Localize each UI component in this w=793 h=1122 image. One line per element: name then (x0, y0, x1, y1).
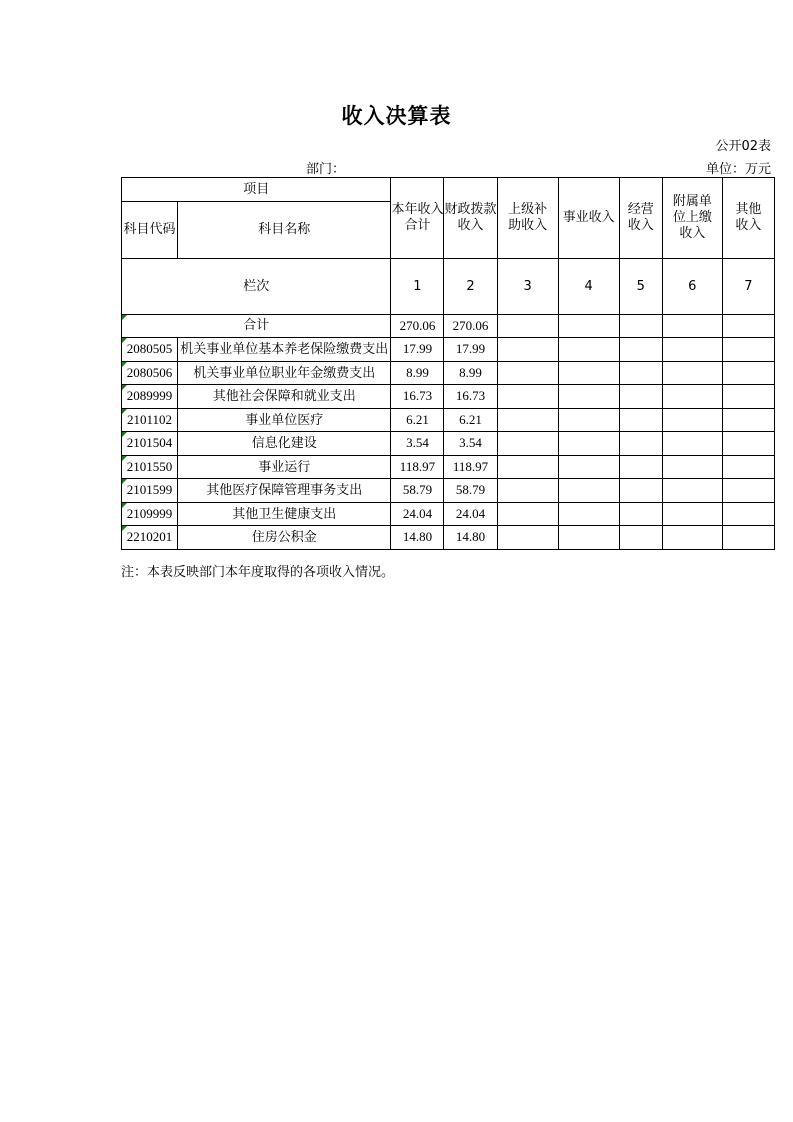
subject-code-cell: 2101504 (122, 432, 178, 456)
empty-cell (558, 526, 619, 550)
subject-code-cell: 2101102 (122, 408, 178, 432)
header-affiliated-income: 附属单位上缴收入 (662, 178, 722, 259)
empty-cell (497, 526, 558, 550)
department-label: 部门： (306, 162, 346, 177)
empty-cell (722, 526, 774, 550)
empty-cell (662, 338, 722, 362)
fiscal-income-cell: 8.99 (444, 361, 497, 385)
column-number: 1 (391, 259, 444, 315)
empty-cell (662, 479, 722, 503)
empty-cell (497, 338, 558, 362)
empty-cell (619, 526, 662, 550)
fiscal-income-cell: 24.04 (444, 502, 497, 526)
empty-cell (619, 338, 662, 362)
empty-cell (558, 502, 619, 526)
total-income-value: 270.06 (391, 315, 444, 338)
empty-cell (619, 455, 662, 479)
subject-name-cell: 其他医疗保障管理事务支出 (178, 479, 391, 503)
empty-cell (662, 315, 722, 338)
total-income-cell: 6.21 (391, 408, 444, 432)
fiscal-income-cell: 14.80 (444, 526, 497, 550)
fiscal-income-cell: 58.79 (444, 479, 497, 503)
empty-cell (662, 408, 722, 432)
empty-cell (722, 408, 774, 432)
header-business-income: 事业收入 (558, 178, 619, 259)
income-report-table (121, 177, 775, 550)
fiscal-income-cell: 3.54 (444, 432, 497, 456)
table-row (122, 502, 775, 526)
header-subject-name: 科目名称 (178, 202, 391, 259)
header-fiscal-income: 财政拨款收入 (444, 178, 497, 259)
empty-cell (558, 361, 619, 385)
empty-cell (497, 361, 558, 385)
row-index-label: 栏次 (122, 259, 391, 315)
fiscal-income-cell: 17.99 (444, 338, 497, 362)
subject-name-cell: 机关事业单位基本养老保险缴费支出 (178, 338, 391, 362)
total-income-cell: 16.73 (391, 385, 444, 409)
empty-cell (722, 315, 774, 338)
empty-cell (497, 502, 558, 526)
table-row (122, 385, 775, 409)
total-income-cell: 118.97 (391, 455, 444, 479)
empty-cell (558, 315, 619, 338)
table-row (122, 432, 775, 456)
total-income-cell: 58.79 (391, 479, 444, 503)
empty-cell (558, 408, 619, 432)
subject-code-cell: 2089999 (122, 385, 178, 409)
empty-cell (619, 502, 662, 526)
empty-cell (722, 432, 774, 456)
empty-cell (558, 432, 619, 456)
empty-cell (558, 338, 619, 362)
empty-cell (662, 502, 722, 526)
total-income-cell: 17.99 (391, 338, 444, 362)
total-row (122, 315, 775, 338)
empty-cell (619, 361, 662, 385)
footnote: 注：本表反映部门本年度取得的各项收入情况。 (121, 564, 395, 579)
empty-cell (497, 432, 558, 456)
header-other-income: 其他收入 (722, 178, 774, 259)
subject-code-cell: 2080505 (122, 338, 178, 362)
total-income-cell: 14.80 (391, 526, 444, 550)
column-number: 3 (497, 259, 558, 315)
subject-name-cell: 信息化建设 (178, 432, 391, 456)
empty-cell (497, 479, 558, 503)
empty-cell (722, 361, 774, 385)
column-number: 5 (619, 259, 662, 315)
empty-cell (662, 455, 722, 479)
empty-cell (558, 455, 619, 479)
subject-code-cell: 2101599 (122, 479, 178, 503)
subject-name-cell: 其他社会保障和就业支出 (178, 385, 391, 409)
header-item: 项目 (122, 178, 391, 202)
empty-cell (558, 385, 619, 409)
subject-name-cell: 机关事业单位职业年金缴费支出 (178, 361, 391, 385)
page-title: 收入决算表 (341, 104, 452, 128)
unit-label: 单位：万元 (705, 162, 771, 177)
empty-cell (722, 385, 774, 409)
fiscal-income-cell: 16.73 (444, 385, 497, 409)
empty-cell (619, 432, 662, 456)
empty-cell (497, 408, 558, 432)
total-fiscal-value: 270.06 (444, 315, 497, 338)
header-subject-code: 科目代码 (122, 202, 178, 259)
table-row (122, 455, 775, 479)
total-income-cell: 3.54 (391, 432, 444, 456)
empty-cell (722, 502, 774, 526)
subject-name-cell: 住房公积金 (178, 526, 391, 550)
form-number: 公开02表 (715, 139, 771, 154)
header-superior-subsidy: 上级补助收入 (497, 178, 558, 259)
empty-cell (662, 526, 722, 550)
column-number: 6 (662, 259, 722, 315)
empty-cell (662, 432, 722, 456)
empty-cell (497, 315, 558, 338)
empty-cell (619, 408, 662, 432)
header-total-income: 本年收入合计 (391, 178, 444, 259)
empty-cell (662, 361, 722, 385)
subject-code-cell: 2109999 (122, 502, 178, 526)
subject-name-cell: 其他卫生健康支出 (178, 502, 391, 526)
column-number: 7 (722, 259, 774, 315)
subject-code-cell: 2080506 (122, 361, 178, 385)
empty-cell (619, 315, 662, 338)
subject-code-cell: 2210201 (122, 526, 178, 550)
empty-cell (722, 455, 774, 479)
empty-cell (619, 479, 662, 503)
empty-cell (722, 479, 774, 503)
table-row (122, 361, 775, 385)
total-income-cell: 24.04 (391, 502, 444, 526)
table-row (122, 479, 775, 503)
header-operating-income: 经营收入 (619, 178, 662, 259)
empty-cell (497, 385, 558, 409)
empty-cell (497, 455, 558, 479)
total-label: 合计 (122, 315, 391, 338)
total-income-cell: 8.99 (391, 361, 444, 385)
empty-cell (662, 385, 722, 409)
column-number: 4 (558, 259, 619, 315)
table-row (122, 526, 775, 550)
subject-name-cell: 事业运行 (178, 455, 391, 479)
empty-cell (619, 385, 662, 409)
column-number: 2 (444, 259, 497, 315)
empty-cell (558, 479, 619, 503)
subject-code-cell: 2101550 (122, 455, 178, 479)
table-row (122, 408, 775, 432)
fiscal-income-cell: 6.21 (444, 408, 497, 432)
subject-name-cell: 事业单位医疗 (178, 408, 391, 432)
empty-cell (722, 338, 774, 362)
fiscal-income-cell: 118.97 (444, 455, 497, 479)
table-row (122, 338, 775, 362)
